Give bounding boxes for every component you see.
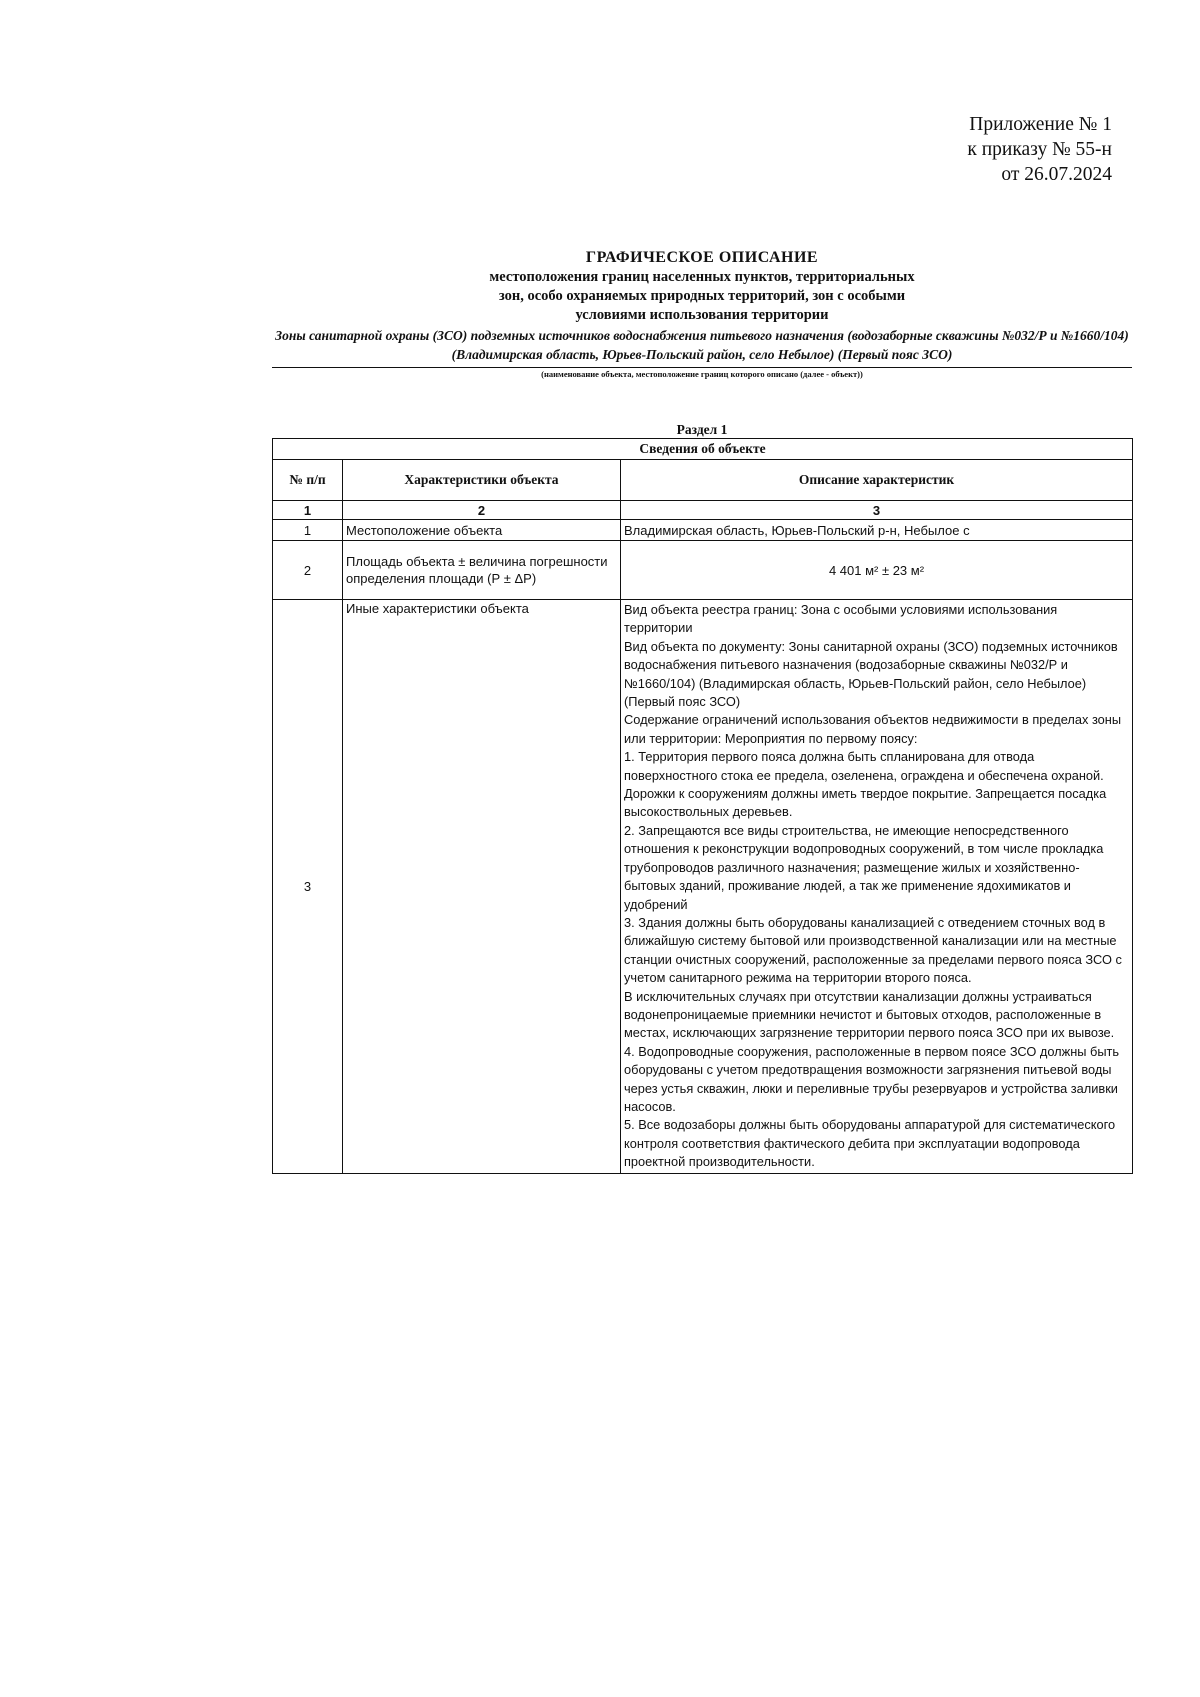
header-num: № п/п bbox=[273, 460, 343, 501]
table-title: Сведения об объекте bbox=[273, 439, 1133, 460]
row-characteristic: Иные характеристики объекта bbox=[343, 600, 621, 1174]
description-paragraph: 3. Здания должны быть оборудованы канализацией с отведением сточных вод в ближайшую систему бытовой или производственной канализации или на местные станции очистных сооружений, расположенные за пределами первого пояса ЗСО с учетом санитарного режима на территории второго пояса. bbox=[624, 914, 1122, 986]
appendix-line-2: к приказу № 55-н bbox=[967, 139, 1112, 160]
col-number-3: 3 bbox=[621, 501, 1133, 520]
description-paragraph: 1. Территория первого пояса должна быть спланирована для отвода поверхностного стока ее предела, озеленена, ограждена и обеспечена охраной. Дорожки к сооружениям должны иметь твердое покрытие. Запрещается посадка высокоствольных деревьев. bbox=[624, 749, 1107, 820]
section-label: Раздел 1 bbox=[676, 422, 728, 437]
col-number-2: 2 bbox=[343, 501, 621, 520]
row-num: 1 bbox=[273, 520, 343, 541]
row-value: 4 401 м² ± 23 м² bbox=[621, 541, 1133, 600]
object-caption: (наименование объекта, местоположение границ которого описано (далее - объект)) bbox=[541, 369, 863, 379]
document-title: ГРАФИЧЕСКОЕ ОПИСАНИЕ bbox=[585, 249, 819, 266]
object-info-table bbox=[272, 438, 1133, 1174]
object-name: Зоны санитарной охраны (ЗСО) подземных источников водоснабжения питьевого назначения (водозаборные скважины №032/Р и №1660/104) (Владимирская область, Юрьев-Польский район, село Небылое) (Первый пояс ЗСО) bbox=[275, 328, 1129, 362]
description-paragraph: Вид объекта по документу: Зоны санитарной охраны (ЗСО) подземных источников водоснабжения питьевого назначения (водозаборные скважины №032/Р и №1660/104) (Владимирская область, Юрьев-Польский район, село Небылое) (Первый пояс ЗСО) bbox=[624, 638, 1118, 710]
description-paragraph: Содержание ограничений использования объектов недвижимости в пределах зоны или территории: Мероприятия по первому поясу: bbox=[624, 712, 1122, 746]
description-paragraph: Вид объекта реестра границ: Зона с особыми условиями использования территории bbox=[624, 602, 1058, 636]
subtitle-line-2: зон, особо охраняемых природных территорий, зон с особыми bbox=[498, 288, 906, 304]
row-description bbox=[621, 600, 1133, 1174]
header-description: Описание характеристик bbox=[621, 460, 1133, 501]
row-value: Владимирская область, Юрьев-Польский р-н, Небылое с bbox=[621, 520, 1133, 541]
row-num: 3 bbox=[273, 600, 343, 1174]
appendix-line-3: от 26.07.2024 bbox=[1001, 164, 1112, 185]
document-header bbox=[272, 248, 1132, 380]
description-paragraph: 4. Водопроводные сооружения, расположенные в первом поясе ЗСО должны быть оборудованы с учетом предотвращения возможности загрязнения питьевой воды через устья скважин, люки и переливные трубы резервуаров и устройства заливки насосов. bbox=[624, 1043, 1120, 1114]
column-number-row bbox=[273, 501, 1133, 520]
subtitle-line-3: условиями использования территории bbox=[575, 307, 829, 323]
description-paragraph: 5. Все водозаборы должны быть оборудованы аппаратурой для систематического контроля соответствия фактического дебита при эксплуатации водопровода проектной производительности. bbox=[624, 1117, 1116, 1170]
appendix-line-1: Приложение № 1 bbox=[969, 114, 1112, 135]
row-num: 2 bbox=[273, 541, 343, 600]
subtitle-line-1: местоположения границ населенных пунктов, территориальных bbox=[489, 269, 915, 285]
table-row bbox=[273, 600, 1133, 1174]
appendix-block bbox=[967, 112, 1112, 187]
row-characteristic: Местоположение объекта bbox=[343, 520, 621, 541]
row-characteristic: Площадь объекта ± величина погрешности определения площади (Р ± ΔР) bbox=[343, 541, 621, 600]
table-row bbox=[273, 520, 1133, 541]
description-paragraph: В исключительных случаях при отсутствии канализации должны устраиваться водонепроницаемые приемники нечистот и бытовых отходов, расположенные в местах, исключающих загрязнение территории первого пояса ЗСО при их вывозе. bbox=[624, 988, 1115, 1041]
description-paragraph: 2. Запрещаются все виды строительства, не имеющие непосредственного отношения к реконструкции водопроводных сооружений, в том числе прокладка трубопроводов различного назначения; размещение жилых и хозяйственно-бытовых зданий, проживание людей, а так же применение ядохимикатов и удобрений bbox=[624, 822, 1104, 912]
table-title-row bbox=[273, 439, 1133, 460]
col-number-1: 1 bbox=[273, 501, 343, 520]
table-header-row bbox=[273, 460, 1133, 501]
header-characteristic: Характеристики объекта bbox=[343, 460, 621, 501]
table-row bbox=[273, 541, 1133, 600]
underline-divider bbox=[272, 367, 1132, 368]
